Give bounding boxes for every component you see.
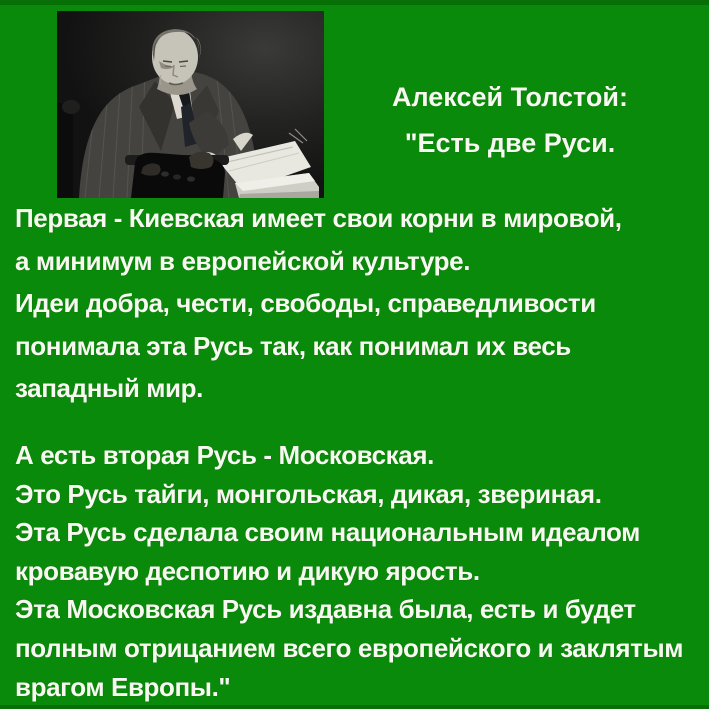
author-name: Алексей Толстой:	[392, 82, 628, 112]
quote-attribution-block	[324, 74, 696, 166]
paragraph-kievan-rus	[15, 197, 709, 410]
text-line: Первая - Киевская имеет свои корни в мировой,	[15, 203, 622, 233]
tolstoy-portrait-photo	[57, 11, 324, 198]
text-line: кровавую деспотию и дикую ярость.	[15, 555, 480, 586]
text-line: Эта Русь сделала своим национальным идеалом	[15, 517, 640, 548]
chair-back	[57, 103, 73, 198]
top-edge-band	[0, 0, 709, 5]
text-line: Эта Московская Русь издавна была, есть и будет	[15, 594, 636, 625]
bottom-edge-band	[0, 705, 709, 709]
text-line: А есть вторая Русь - Московская.	[15, 440, 434, 470]
portrait-illustration	[57, 11, 324, 198]
quote-opening-line: "Есть две Руси.	[404, 128, 616, 158]
text-line: полным отрицанием всего европейского и заклятым	[15, 632, 684, 663]
text-line: Это Русь тайги, монгольская, дикая, звериная.	[15, 478, 602, 509]
text-line: а минимум в европейской культуре.	[15, 245, 471, 276]
text-line: врагом Европы."	[15, 671, 231, 702]
text-line: западный мир.	[15, 373, 203, 403]
text-line: понимала эта Русь так, как понимал их весь	[15, 330, 571, 361]
paragraph-moscow-rus	[15, 436, 709, 706]
text-line: Идеи добра, чести, свободы, справедливости	[15, 288, 596, 318]
